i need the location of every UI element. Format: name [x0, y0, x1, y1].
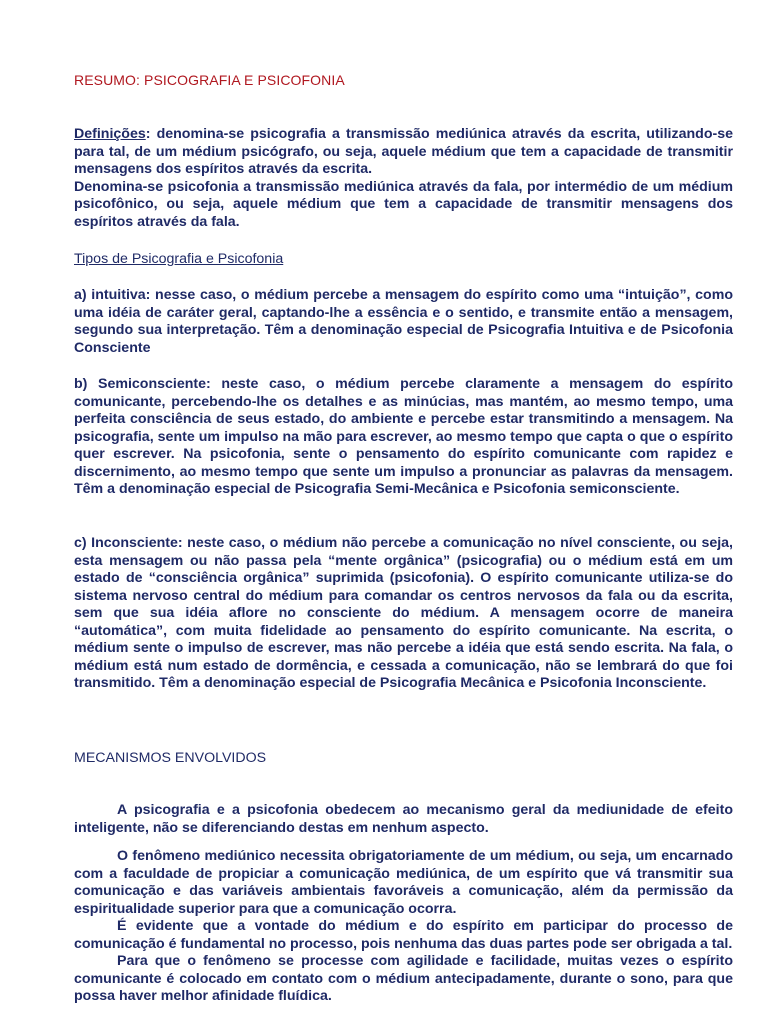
mecanismos-section — [74, 802, 733, 1006]
tipo-a-paragraph: a) intuitiva: nesse caso, o médium percebe a mensagem do espírito como uma “intuição”, como uma idéia de caráter geral, captando-lhe a essência e o sentido, e transmite então a mensagem, segundo sua interpretação. Têm a denominação especial de Psicografia Intuitiva e de Psicofonia Consciente — [74, 287, 733, 356]
tipos-heading: Tipos de Psicografia e Psicofonia — [74, 251, 284, 267]
mecanismos-heading: MECANISMOS ENVOLVIDOS — [74, 750, 267, 766]
definicoes-label: Definições — [74, 126, 146, 142]
definicoes-paragraph-1 — [74, 126, 733, 179]
mecanismos-paragraph-1: A psicografia e a psicofonia obedecem ao mecanismo geral da mediunidade de efeito inteligente, não se diferenciando destas em nenhum aspecto. — [74, 802, 733, 836]
document-title: RESUMO: PSICOGRAFIA E PSICOFONIA — [74, 72, 345, 88]
definicoes-paragraph-2: Denomina-se psicofonia a transmissão mediúnica através da fala, por intermédio de um médium psicofônico, ou seja, aquele médium que tem a capacidade de transmitir mensagens dos espíritos através da fala. — [74, 178, 733, 230]
tipo-c-paragraph: c) Inconsciente: neste caso, o médium não percebe a comunicação no nível consciente, ou seja, esta mensagem ou não passa pela “mente orgânica” (psicografia) ou o médium está em um estado de “consciência orgânica” suprimida (psicofonia). O espírito comunicante utiliza-se do sistema nervoso central do médium para comandar os centros nervosos da fala ou da escrita, sem que sua idéia aflore no consciente do médium. A mensagem ocorre de maneira “automática”, com muita fidelidade ao pensamento do espírito comunicante. Na escrita, o médium sente o impulso de escrever, mas não percebe a idéia que está sendo escrita. Na fala, o médium está num estado de dormência, e cessada a comunicação, não se lembrará do que foi transmitido. Têm a denominação especial de Psicografia Mecânica e Psicofonia Inconsciente. — [74, 535, 733, 691]
mecanismos-paragraph-4: Para que o fenômeno se processe com agilidade e facilidade, muitas vezes o espírito comunicante é colocado em contato com o médium antecipadamente, durante o sono, para que possa haver melhor afinidade fluídica. — [74, 953, 733, 1004]
definicoes-text-1: : denomina-se psicografia a transmissão mediúnica através da escrita, utilizando-se para tal, de um médium psicógrafo, ou seja, aquele médium que tem a capacidade de transmitir mensagens dos espíritos através da escrita. — [74, 126, 733, 177]
mecanismos-paragraph-2: O fenômeno mediúnico necessita obrigatoriamente de um médium, ou seja, um encarnado com a faculdade de propiciar a comunicação mediúnica, de um espírito que vá transmitir sua comunicação e das variáveis ambientais favoráveis a comunicação, além da permissão da espiritualidade superior para que a comunicação ocorra. — [74, 848, 733, 917]
mecanismos-paragraph-3: É evidente que a vontade do médium e do espírito em participar do processo de comunicação é fundamental no processo, pois nenhuma das duas partes pode ser obrigada a tal. — [74, 918, 733, 952]
definicoes-section — [74, 126, 733, 231]
tipo-b-paragraph: b) Semiconsciente: neste caso, o médium percebe claramente a mensagem do espírito comunicante, percebendo-lhe os detalhes e as minúcias, mas mantém, ao mesmo tempo, uma perfeita consciência de seus estado, do ambiente e percebe estar transmitindo a mensagem. Na psicografia, sente um impulso na mão para escrever, ao mesmo tempo que capta o que o espírito quer escrever. Na psicofonia, sente o pensamento do espírito comunicante com rapidez e discernimento, ao mesmo tempo que sente um impulso a pronunciar as palavras da mensagem. Têm a denominação especial de Psicografia Semi-Mecânica e Psicofonia semiconsciente. — [74, 376, 733, 497]
